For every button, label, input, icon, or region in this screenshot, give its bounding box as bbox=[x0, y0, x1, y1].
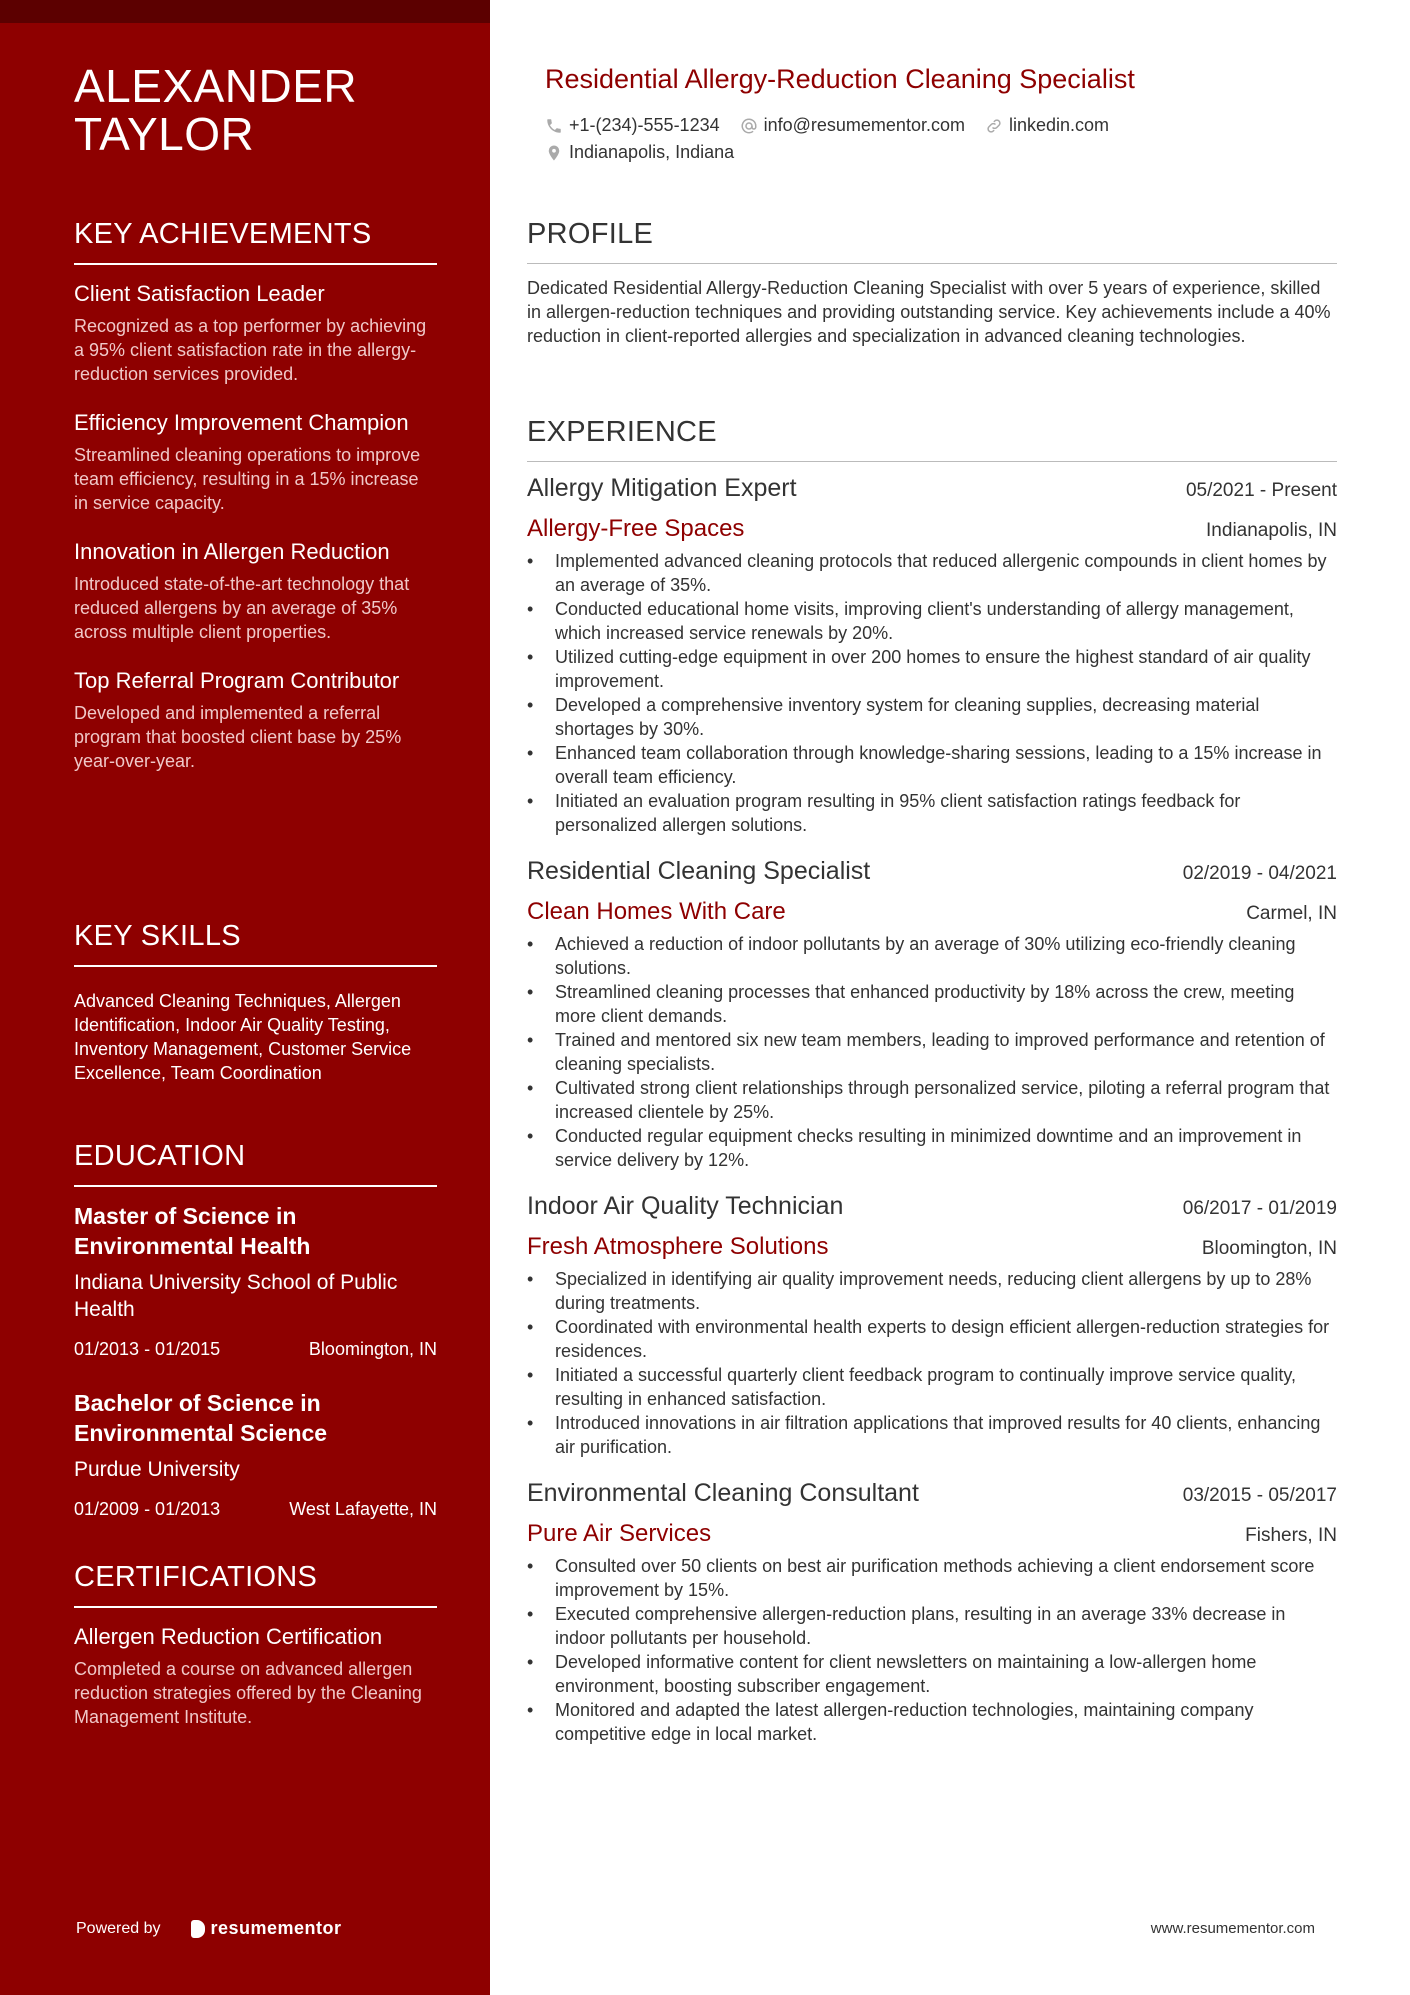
education-location: Bloomington, IN bbox=[308, 1339, 437, 1359]
achievement-item bbox=[74, 537, 437, 644]
skills-text: Advanced Cleaning Techniques, Allergen Identification, Indoor Air Quality Testing, Inventory Management, Customer Service Excellence, Team Coordination bbox=[74, 991, 412, 1083]
achievement-item bbox=[74, 666, 437, 773]
job-company: Fresh Atmosphere Solutions bbox=[527, 1233, 829, 1260]
sidebar-top-bar bbox=[0, 0, 490, 23]
job-location: Fishers, IN bbox=[1245, 1525, 1337, 1546]
at-icon bbox=[740, 117, 758, 135]
profile-title: PROFILE bbox=[527, 218, 1337, 264]
job-bullet: • Monitored and adapted the latest allergen-reduction technologies, maintaining company competitive edge in local market. bbox=[527, 1698, 1337, 1746]
job-bullet: • Coordinated with environmental health experts to design efficient allergen-reduction strategies for residences. bbox=[527, 1315, 1337, 1363]
job-location: Carmel, IN bbox=[1246, 903, 1337, 924]
achievement-title: Innovation in Allergen Reduction bbox=[74, 539, 390, 564]
achievements-section bbox=[74, 218, 437, 795]
powered-by-label: Powered by bbox=[76, 1919, 161, 1937]
brand-logo[interactable] bbox=[191, 1918, 342, 1939]
achievement-item bbox=[74, 279, 437, 386]
education-degree: Bachelor of Science in Environmental Science bbox=[74, 1390, 328, 1446]
job-dates: 06/2017 - 01/2019 bbox=[1182, 1198, 1337, 1219]
job-bullets bbox=[527, 549, 1337, 837]
achievement-desc: Recognized as a top performer by achieving a 95% client satisfaction rate in the allergy-reduction services provided. bbox=[74, 316, 427, 384]
education-item bbox=[74, 1388, 437, 1520]
achievement-desc: Introduced state-of-the-art technology that reduced allergens by an average of 35% across multiple client properties. bbox=[74, 574, 410, 642]
job-bullet: • Consulted over 50 clients on best air purification methods achieving a client endorsement score improvement by 15%. bbox=[527, 1554, 1337, 1602]
location-text: Indianapolis, Indiana bbox=[569, 142, 735, 162]
job-company: Pure Air Services bbox=[527, 1520, 712, 1547]
education-school: Indiana University School of Public Health bbox=[74, 1271, 398, 1321]
certification-desc: Completed a course on advanced allergen reduction strategies offered by the Cleaning Management Institute. bbox=[74, 1659, 422, 1727]
profile-text: Dedicated Residential Allergy-Reduction Cleaning Specialist with over 5 years of experience, skilled in allergen-reduction techniques and providing outstanding service. Key achievements include a 40% reduction in client-reported allergies and specialization in advanced cleaning technologies. bbox=[527, 278, 1331, 346]
experience-section bbox=[527, 416, 1337, 1766]
job-dates: 02/2019 - 04/2021 bbox=[1182, 863, 1337, 884]
job-bullet: • Introduced innovations in air filtration applications that improved results for 40 clients, enhancing air purification. bbox=[527, 1411, 1337, 1459]
contact-phone[interactable] bbox=[545, 115, 720, 136]
education-school: Purdue University bbox=[74, 1458, 240, 1481]
achievement-title: Client Satisfaction Leader bbox=[74, 281, 325, 306]
certification-item bbox=[74, 1622, 437, 1729]
skills-section bbox=[74, 920, 437, 1085]
first-name: ALEXANDER bbox=[74, 60, 358, 112]
job-entry bbox=[527, 857, 1337, 1172]
job-bullet: • Developed a comprehensive inventory system for cleaning supplies, decreasing material shortages by 30%. bbox=[527, 693, 1337, 741]
job-entry bbox=[527, 1192, 1337, 1459]
contact-linkedin[interactable] bbox=[985, 115, 1109, 136]
education-dates: 01/2009 - 01/2013 bbox=[74, 1499, 221, 1519]
headline: Residential Allergy-Reduction Cleaning Specialist bbox=[545, 64, 1135, 94]
footer-url[interactable]: www.resumementor.com bbox=[1150, 1920, 1315, 1937]
job-dates: 05/2021 - Present bbox=[1185, 480, 1337, 501]
job-bullet: • Initiated a successful quarterly client feedback program to continually improve service quality, resulting in enhanced satisfaction. bbox=[527, 1363, 1337, 1411]
job-company: Clean Homes With Care bbox=[527, 898, 786, 925]
job-entry bbox=[527, 1479, 1337, 1746]
certifications-title: CERTIFICATIONS bbox=[74, 1561, 437, 1608]
sidebar bbox=[0, 0, 490, 1995]
job-dates: 03/2015 - 05/2017 bbox=[1182, 1485, 1337, 1506]
job-entry bbox=[527, 474, 1337, 837]
achievements-title: KEY ACHIEVEMENTS bbox=[74, 218, 437, 265]
job-bullet: • Conducted educational home visits, improving client's understanding of allergy management, which increased service renewals by 20%. bbox=[527, 597, 1337, 645]
job-bullets bbox=[527, 1267, 1337, 1459]
contact-email[interactable] bbox=[740, 115, 965, 136]
achievement-desc: Developed and implemented a referral program that boosted client base by 25% year-over-year. bbox=[74, 703, 402, 771]
last-name: TAYLOR bbox=[74, 108, 255, 160]
achievement-title: Top Referral Program Contributor bbox=[74, 668, 400, 693]
job-role: Indoor Air Quality Technician bbox=[527, 1192, 844, 1220]
job-bullet: • Enhanced team collaboration through knowledge-sharing sessions, leading to a 15% increase in overall team efficiency. bbox=[527, 741, 1337, 789]
skills-title: KEY SKILLS bbox=[74, 920, 437, 967]
brand-logo-icon bbox=[191, 1920, 205, 1938]
linkedin-text: linkedin.com bbox=[1008, 115, 1110, 135]
candidate-name bbox=[74, 62, 454, 158]
achievement-desc: Streamlined cleaning operations to improve team efficiency, resulting in a 15% increase in service capacity. bbox=[74, 445, 421, 513]
job-role: Allergy Mitigation Expert bbox=[527, 474, 797, 502]
education-section bbox=[74, 1140, 437, 1548]
powered-by bbox=[76, 1918, 342, 1939]
experience-title: EXPERIENCE bbox=[527, 416, 1337, 462]
job-role: Environmental Cleaning Consultant bbox=[527, 1479, 919, 1507]
job-role: Residential Cleaning Specialist bbox=[527, 857, 871, 885]
link-icon bbox=[985, 117, 1003, 135]
email-text: info@resumementor.com bbox=[763, 115, 965, 135]
job-location: Bloomington, IN bbox=[1201, 1238, 1337, 1259]
job-bullet: • Trained and mentored six new team members, leading to improved performance and retention of cleaning specialists. bbox=[527, 1028, 1337, 1076]
job-bullet: • Specialized in identifying air quality improvement needs, reducing client allergens by up to 28% during treatments. bbox=[527, 1267, 1337, 1315]
job-bullet: • Utilized cutting-edge equipment in over 200 homes to ensure the highest standard of air quality improvement. bbox=[527, 645, 1337, 693]
contact-info bbox=[545, 112, 1325, 166]
job-bullet: • Implemented advanced cleaning protocols that reduced allergenic compounds in client homes by an average of 35%. bbox=[527, 549, 1337, 597]
job-location: Indianapolis, IN bbox=[1206, 520, 1337, 541]
phone-icon bbox=[545, 117, 563, 135]
job-bullet: • Developed informative content for client newsletters on maintaining a low-allergen home environment, boosting subscriber engagement. bbox=[527, 1650, 1337, 1698]
job-bullet: • Conducted regular equipment checks resulting in minimized downtime and an improvement in service delivery by 12%. bbox=[527, 1124, 1337, 1172]
education-dates: 01/2013 - 01/2015 bbox=[74, 1339, 221, 1359]
job-bullets bbox=[527, 1554, 1337, 1746]
location-pin-icon bbox=[545, 144, 563, 162]
profile-section bbox=[527, 218, 1337, 348]
phone-text: +1-(234)-555-1234 bbox=[569, 115, 720, 135]
contact-location bbox=[545, 142, 734, 163]
achievement-item bbox=[74, 408, 437, 515]
job-bullet: • Cultivated strong client relationships through personalized service, piloting a referral program that increased clientele by 25%. bbox=[527, 1076, 1337, 1124]
education-item bbox=[74, 1201, 437, 1360]
education-degree: Master of Science in Environmental Health bbox=[74, 1203, 311, 1259]
certifications-section bbox=[74, 1561, 437, 1729]
job-company: Allergy-Free Spaces bbox=[527, 515, 745, 542]
education-location: West Lafayette, IN bbox=[289, 1499, 437, 1519]
job-bullets bbox=[527, 932, 1337, 1172]
brand-name: resumementor bbox=[210, 1918, 342, 1938]
job-bullet: • Initiated an evaluation program resulting in 95% client satisfaction ratings feedback for personalized allergen solutions. bbox=[527, 789, 1337, 837]
job-bullet: • Executed comprehensive allergen-reduction plans, resulting in an average 33% decrease in indoor pollutants per household. bbox=[527, 1602, 1337, 1650]
certification-title: Allergen Reduction Certification bbox=[74, 1624, 383, 1649]
job-bullet: • Streamlined cleaning processes that enhanced productivity by 18% across the crew, meeting more client demands. bbox=[527, 980, 1337, 1028]
job-bullet: • Achieved a reduction of indoor pollutants by an average of 30% utilizing eco-friendly cleaning solutions. bbox=[527, 932, 1337, 980]
education-title: EDUCATION bbox=[74, 1140, 437, 1187]
achievement-title: Efficiency Improvement Champion bbox=[74, 410, 409, 435]
